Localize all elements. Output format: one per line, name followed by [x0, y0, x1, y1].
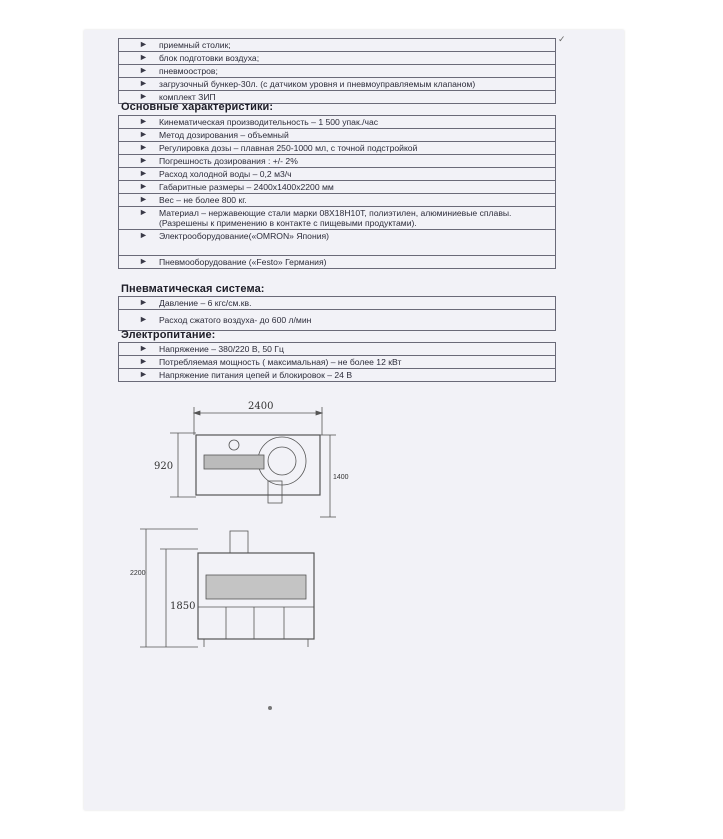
bullet-icon: ►	[139, 207, 148, 217]
list-item: ► комплект ЗИП	[139, 91, 216, 102]
bullet-icon: ►	[139, 52, 148, 62]
bullet-icon: ►	[139, 314, 148, 324]
bullet-icon: ►	[139, 155, 148, 165]
list-item: ► Электрооборудование(«OMRON» Япония)	[119, 230, 555, 256]
bullet-icon: ►	[139, 297, 148, 307]
bullet-icon: ►	[139, 181, 148, 191]
list-item: ► пневмоостров;	[119, 65, 555, 78]
bullet-icon: ►	[139, 91, 148, 101]
bullet-icon: ►	[139, 230, 148, 240]
list-item: ► Напряжение – 380/220 В, 50 Гц	[119, 343, 555, 356]
list-item: ► блок подготовки воздуха;	[119, 52, 555, 65]
dim-width-label: 2400	[248, 401, 274, 412]
list-item: ► Потребляемая мощность ( максимальная) – не более 12 кВт	[119, 356, 555, 369]
bullet-icon: ►	[139, 65, 148, 75]
list-item: ► Расход сжатого воздуха- до 600 л/мин	[139, 314, 312, 325]
list-item: ► Регулировка дозы – плавная 250-1000 мл, с точной подстройкой	[119, 142, 555, 155]
check-mark: ✓	[558, 34, 566, 44]
list-item: ► Расход холодной воды – 0,2 м3/ч	[119, 168, 555, 181]
paper-mark	[268, 706, 272, 710]
list-item: ► загрузочный бункер-30л. (с датчиком уровня и пневмоуправляемым клапаном)	[119, 78, 555, 91]
bullet-icon: ►	[139, 256, 148, 266]
pneumatic-table	[118, 296, 556, 331]
bullet-icon: ►	[139, 116, 148, 126]
section-title-pneumatic: Пневматическая система:	[121, 283, 265, 295]
section-title-power: Электропитание:	[121, 329, 216, 341]
bullet-icon: ►	[139, 194, 148, 204]
list-item: ► Кинематическая производительность – 1 500 упак./час	[119, 116, 555, 129]
dim-depth-total-label: 1400	[333, 474, 349, 481]
bullet-icon: ►	[139, 369, 148, 379]
bullet-icon: ►	[139, 39, 148, 49]
list-item: ► Пневмооборудование («Festo» Германия)	[139, 256, 327, 267]
dim-depth-label: 920	[154, 461, 174, 472]
list-item: ► Материал – нержавеющие стали марки 08Х18Н10Т, полиэтилен, алюминиевые сплавы. (Разрешены к применению в контакте с пищевыми продуктами).	[119, 207, 555, 230]
bullet-icon: ►	[139, 343, 148, 353]
list-item: ► Напряжение питания цепей и блокировок – 24 В	[139, 369, 353, 380]
bullet-icon: ►	[139, 129, 148, 139]
list-item: ► Вес – не более 800 кг.	[119, 194, 555, 207]
bullet-icon: ►	[139, 356, 148, 366]
bullet-icon: ►	[139, 142, 148, 152]
power-table	[118, 342, 556, 382]
list-item: ► Габаритные размеры – 2400х1400х2200 мм	[119, 181, 555, 194]
list-item: ► Метод дозирования – объемный	[119, 129, 555, 142]
bullet-icon: ►	[139, 78, 148, 88]
machine-drawing	[130, 395, 370, 655]
list-item: ► Погрешность дозирования : +/- 2%	[119, 155, 555, 168]
main-characteristics-table	[118, 115, 556, 269]
section-title-main: Основные характеристики:	[121, 101, 274, 113]
bullet-icon: ►	[139, 168, 148, 178]
dim-height-total-label: 2200	[130, 570, 146, 577]
list-item: ► приемный столик;	[119, 39, 555, 52]
list-item: ► Давление – 6 кгс/см.кв.	[119, 297, 555, 310]
dim-height-label: 1850	[170, 601, 196, 612]
equipment-list	[118, 38, 556, 104]
